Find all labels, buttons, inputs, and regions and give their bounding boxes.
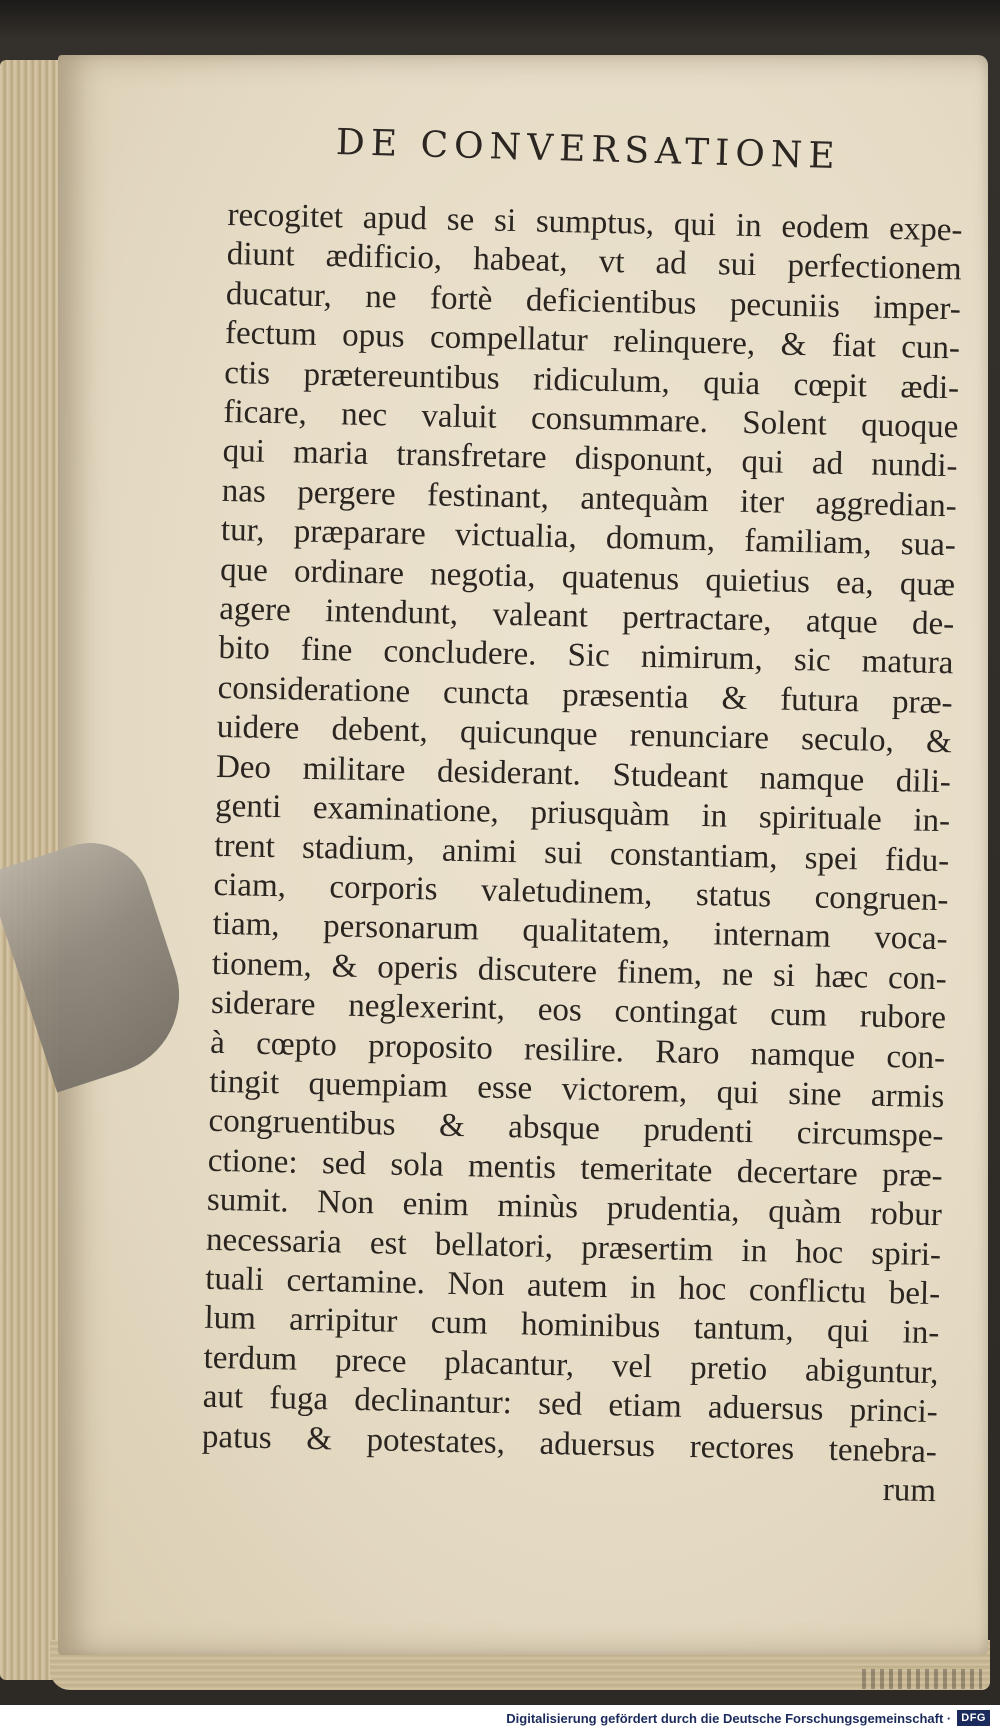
ink-smudge (862, 1669, 982, 1689)
text-line: tingit quempiam esse victorem, qui sine armis (209, 1063, 945, 1116)
text-line: aut fuga declinantur: sed etiam aduersus princi- (202, 1378, 939, 1431)
text-line: patus & potestates, aduersus rectores tenebra- (201, 1418, 938, 1470)
running-head: DE CONVERSATIONE (335, 122, 842, 178)
footer-bar (0, 1705, 1000, 1731)
text-line: siderare neglexerint, eos contingat cum rubore (210, 984, 947, 1037)
text-line: ciam, corporis valetudinem, status congruen- (213, 866, 949, 919)
text-line: bito fine concludere. Sic nimirum, sic matura (218, 630, 954, 682)
text-line: Deo militare desiderant. Studeant namque dili- (215, 748, 952, 800)
text-line: necessaria est bellatori, præsertim in hoc spiri- (205, 1221, 942, 1273)
footer-credit: Digitalisierung gefördert durch die Deutsche Forschungsgemeinschaft · (506, 1710, 952, 1726)
text-line: tuali certamine. Non autem in hoc conflictu bel- (204, 1260, 941, 1313)
dfg-logo: DFG (957, 1710, 990, 1726)
text-line: ctione: sed sola mentis temeritate decertare præ- (207, 1142, 944, 1194)
text-line: uidere debent, quicunque renunciare seculo, & (216, 709, 953, 761)
text-line: diunt ædificio, habeat, vt ad sui perfectionem (226, 236, 962, 288)
text-line: à cœpto proposito resilire. Raro namque con- (209, 1024, 946, 1076)
text-line: fectum opus compellatur relinquere, & fiat cun- (224, 315, 961, 367)
text-line: congruentibus & absque prudenti circumspe- (208, 1103, 944, 1155)
text-line: consideratione cuncta præsentia & futura præ- (217, 669, 953, 722)
body-text (201, 196, 968, 1512)
text-line: ctis prætereuntibus ridiculum, quia cœpit ædi- (223, 354, 960, 406)
text-line: genti examinatione, priusquàm in spirituale in- (214, 787, 951, 840)
text-line: tiam, personarum qualitatem, internam voca- (212, 906, 948, 958)
text-line: trent stadium, animi sui constantiam, spei fidu- (214, 827, 950, 879)
text-line: recogitet apud se si sumptus, qui in eodem expe- (227, 196, 963, 249)
text-line: qui maria transfretare disponunt, qui ad nundi- (222, 433, 958, 485)
text-line: lum arripitur cum hominibus tantum, qui in- (204, 1300, 940, 1352)
text-line: tur, præparare victualia, domum, familiam, sua- (220, 512, 957, 564)
text-line: agere intendunt, valeant pertractare, atque de- (218, 590, 955, 643)
text-line: que ordinare negotia, quatenus quietius ea, quæ (219, 551, 956, 603)
text-line: tionem, & operis discutere finem, ne si hæc con- (211, 945, 948, 997)
text-line: ficare, nec valuit consummare. Solent quoque (223, 393, 959, 446)
text-line: sumit. Non enim minùs prudentia, quàm robur (206, 1181, 943, 1234)
text-line: nas pergere festinant, antequàm iter aggredian- (221, 472, 958, 525)
catchword: rum (882, 1472, 937, 1510)
text-line: ducatur, ne fortè deficientibus pecuniis imper- (225, 275, 962, 328)
text-line: terdum prece placantur, vel pretio abiguntur, (203, 1339, 939, 1391)
